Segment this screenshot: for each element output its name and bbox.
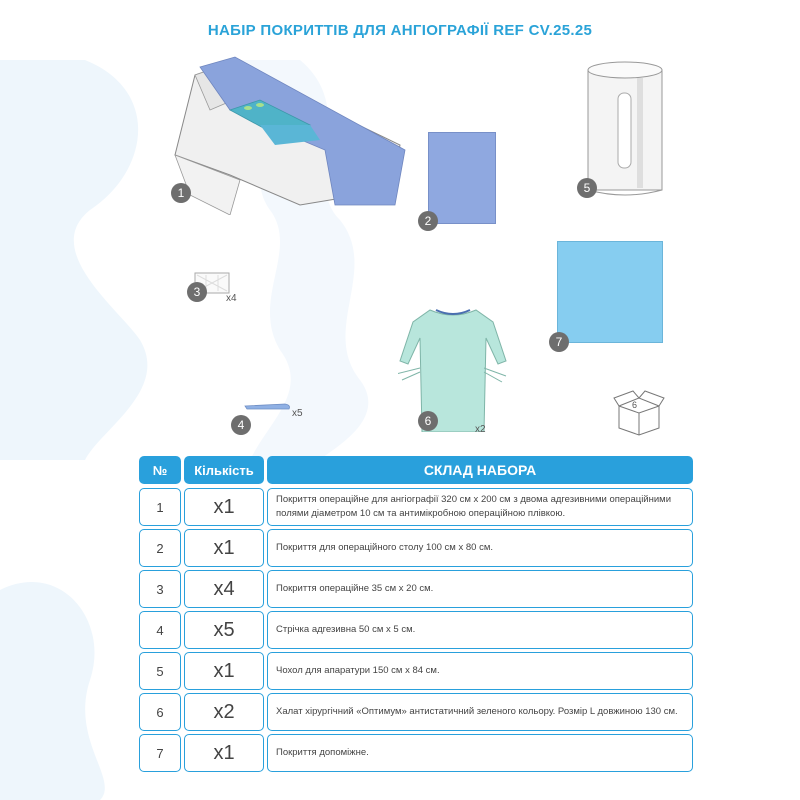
table-header-desc: СКЛАД НАБОРА: [267, 456, 693, 484]
item-label-5: 5: [577, 178, 597, 198]
item-label-7: 7: [549, 332, 569, 352]
page-title: НАБІР ПОКРИТТІВ ДЛЯ АНГІОГРАФІЇ REF CV.25.25: [207, 22, 593, 39]
box-label: 6: [632, 400, 638, 410]
item-qty-6: x2: [475, 424, 486, 435]
table-row-3-num: 3: [139, 570, 181, 608]
item-qty-3: x4: [226, 293, 237, 304]
table-row-2-desc: Покриття для операційного столу 100 см х 80 см.: [267, 529, 693, 567]
table-cover-icon: [428, 132, 496, 224]
table-row-4-desc: Стрічка адгезивна 50 см х 5 см.: [267, 611, 693, 649]
adhesive-tape-icon: [243, 400, 293, 412]
table-row-5-qty: x1: [184, 652, 264, 690]
table-row-7-desc: Покриття допоміжне.: [267, 734, 693, 772]
equipment-cover-icon: [585, 60, 665, 200]
table-row-4-qty: x5: [184, 611, 264, 649]
table-row-7-qty: x1: [184, 734, 264, 772]
item-label-1: 1: [171, 183, 191, 203]
table-row-1-num: 1: [139, 488, 181, 526]
item-label-6: 6: [418, 411, 438, 431]
table-row-5-num: 5: [139, 652, 181, 690]
box-icon: [613, 390, 665, 436]
table-row-1-qty: x1: [184, 488, 264, 526]
table-row-6-num: 6: [139, 693, 181, 731]
item-label-3: 3: [187, 282, 207, 302]
table-row-6-qty: x2: [184, 693, 264, 731]
table-header-qty: Кількість: [184, 456, 264, 484]
auxiliary-drape-icon: [557, 241, 663, 343]
table-row-6-desc: Халат хірургічний «Оптимум» антистатичний зеленого кольору. Розмір L довжиною 130 см.: [267, 693, 693, 731]
table-row-4-num: 4: [139, 611, 181, 649]
table-row-1-desc: Покриття операційне для ангіографії 320 см х 200 см з двома адгезивними операційними полями діаметром 10 см та антимікробною операційною плівкою.: [267, 488, 693, 526]
table-header-num: №: [139, 456, 181, 484]
table-row-5-desc: Чохол для апаратури 150 см х 84 см.: [267, 652, 693, 690]
table-row-2-qty: x1: [184, 529, 264, 567]
table-row-3-desc: Покриття операційне 35 см х 20 см.: [267, 570, 693, 608]
angiography-drape-icon: [170, 55, 410, 215]
item-label-2: 2: [418, 211, 438, 231]
table-row-7-num: 7: [139, 734, 181, 772]
item-qty-4: x5: [292, 408, 303, 419]
table-row-2-num: 2: [139, 529, 181, 567]
item-label-4: 4: [231, 415, 251, 435]
surgical-gown-icon: [398, 306, 508, 432]
table-row-3-qty: x4: [184, 570, 264, 608]
